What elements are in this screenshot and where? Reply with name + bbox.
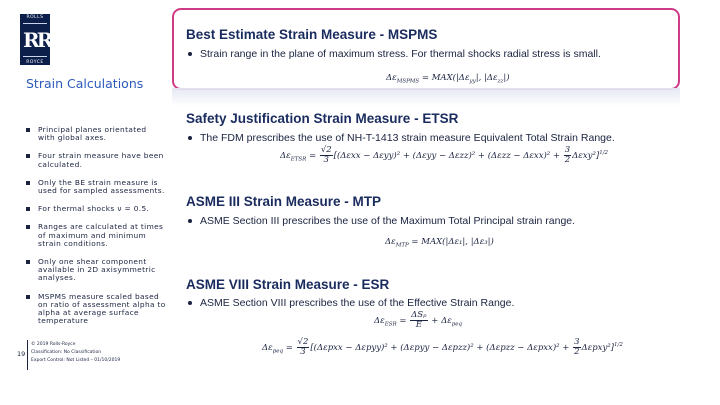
eq-subscript: peq [272,348,283,355]
mtp-description [188,215,575,228]
bullet-text: For thermal shocks ν = 0.5. [38,204,150,214]
bullet-square-icon [26,260,30,264]
bullet-square-icon [26,128,30,132]
eq-exponent: 1/2 [599,150,609,157]
bullet-text: MSPMS measure scaled based on ratio of assessment alpha to alpha at average surface temperature [38,291,166,326]
eq-text: |, |Δε [475,73,498,83]
bullet-square-icon [26,225,30,229]
eq-symbol: Δε [385,237,396,247]
fraction-numerator: √2 [297,337,309,347]
fraction-denominator: 3 [323,155,329,165]
eq-text: [(Δεxx − Δεyy)² + (Δεyy − Δεzz)² + (Δεzz − Δεxx)² + [333,151,561,161]
box-shadow [172,88,680,106]
eq-symbol: Δε [280,151,291,161]
etsr-description-text: The FDM prescribes the use of NH-T-1413 strain measure Equivalent Total Strain Range. [200,132,615,144]
slide-footer [10,340,170,400]
eq-subscript: zz [497,78,504,85]
list-item [26,205,166,213]
bullet-dot-icon [188,136,192,140]
list-item [26,152,166,168]
mspms-description [188,48,601,61]
eq-fraction [564,146,571,165]
esr-equation [374,311,462,330]
eq-fraction [410,311,427,330]
list-item [26,179,166,195]
fraction-denominator: 3 [300,347,306,357]
fraction-numerator: 3 [564,145,571,155]
esr-description [188,297,514,310]
bullet-dot-icon [188,219,192,223]
mtp-heading: ASME III Strain Measure - MTP [186,194,382,209]
eq-text: = [399,316,407,326]
fraction-denominator: E [415,320,422,330]
footer-copyright: © 2019 Rolls-Royce [31,342,76,347]
fraction-numerator: 3 [574,337,580,347]
list-item [26,223,166,248]
mtp-equation [385,237,494,249]
bullet-square-icon [26,207,30,211]
bullet-text: Principal planes orientated with global axes. [38,125,147,143]
eq-subscript: MSPMS [396,78,420,85]
page-number: 19 [17,350,26,358]
footer-classification: Classification: No Classification [31,350,102,356]
eq-text: = [309,151,317,161]
eq-text: = MAX(|Δε [421,73,470,83]
eq-fraction [320,146,333,165]
eq-symbol: Δε [386,73,397,83]
eq-fraction [573,338,580,357]
mtp-description-text: ASME Section III prescribes the use of the Maximum Total Principal strain range. [200,215,576,227]
eq-text: [(Δεpxx − Δεpyy)² + (Δεpyy − Δεpzz)² + (Δεpzz − Δεpxx)² + [310,343,570,353]
logo-text-bottom: ROYCE [26,60,44,65]
eq-subscript: MTP [395,242,409,249]
bullet-text: Only the BE strain measure is used for sampled assessments. [38,177,165,196]
footer-divider [27,340,28,370]
eq-text: |) [503,73,510,83]
eq-text: Δεpxy²] [581,343,614,353]
list-item [26,293,166,326]
eq-text: Δεxy²] [572,151,600,161]
esr-heading: ASME VIII Strain Measure - ESR [186,277,390,292]
esr-peq-equation [262,338,623,357]
eq-symbol: Δε [374,316,385,326]
eq-exponent: 1/2 [613,342,623,349]
eq-text: = MAX(|Δε₁|, |Δε₃|) [411,237,494,247]
eq-subscript: ESR [384,321,397,328]
bullet-dot-icon [188,301,192,305]
bullet-square-icon [26,154,30,158]
list-item [26,258,166,283]
bullet-square-icon [26,181,30,185]
eq-subscript: peq [451,321,463,328]
eq-text: = [285,343,293,353]
mspms-equation [386,73,510,85]
etsr-equation [280,146,608,165]
logo-text-top: ROLLS [26,15,44,20]
rolls-royce-logo-icon [20,14,50,65]
eq-symbol: Δε [262,343,273,353]
fraction-numerator: √2 [320,145,332,155]
mspms-heading: Best Estimate Strain Measure - MSPMS [186,27,438,42]
mspms-description-text: Strain range in the plane of maximum stress. For thermal shocks radial stress is small. [200,48,601,60]
footer-legal [31,341,120,366]
bullet-dot-icon [188,52,192,56]
etsr-heading: Safety Justification Strain Measure - ETSR [186,111,459,126]
logo-monogram: RR [23,23,47,57]
eq-subscript: yy [469,78,476,85]
eq-subscript: ETSR [290,156,307,163]
etsr-description [188,132,615,145]
footer-export-control: Export Control: Not Listed – 01/10/2019 [31,358,121,364]
fraction-denominator: 2 [564,155,571,165]
eq-text: + Δε [431,316,452,326]
sidebar-bullet-list [26,126,166,335]
bullet-text: Ranges are calculated at times of maximum and minimum strain conditions. [38,222,164,248]
fraction-numerator: ΔSₚ [411,310,427,320]
esr-description-text: ASME Section VIII prescribes the use of the Effective Strain Range. [200,297,515,309]
bullet-text: Only one shear component available in 2D axisymmetric analyses. [38,257,156,283]
list-item [26,126,166,142]
sidebar-title: Strain Calculations [26,76,144,91]
sidebar [0,0,170,405]
bullet-square-icon [26,295,30,299]
fraction-denominator: 2 [574,347,580,357]
bullet-text: Four strain measure have been calculated. [38,151,164,169]
eq-fraction [297,338,310,357]
